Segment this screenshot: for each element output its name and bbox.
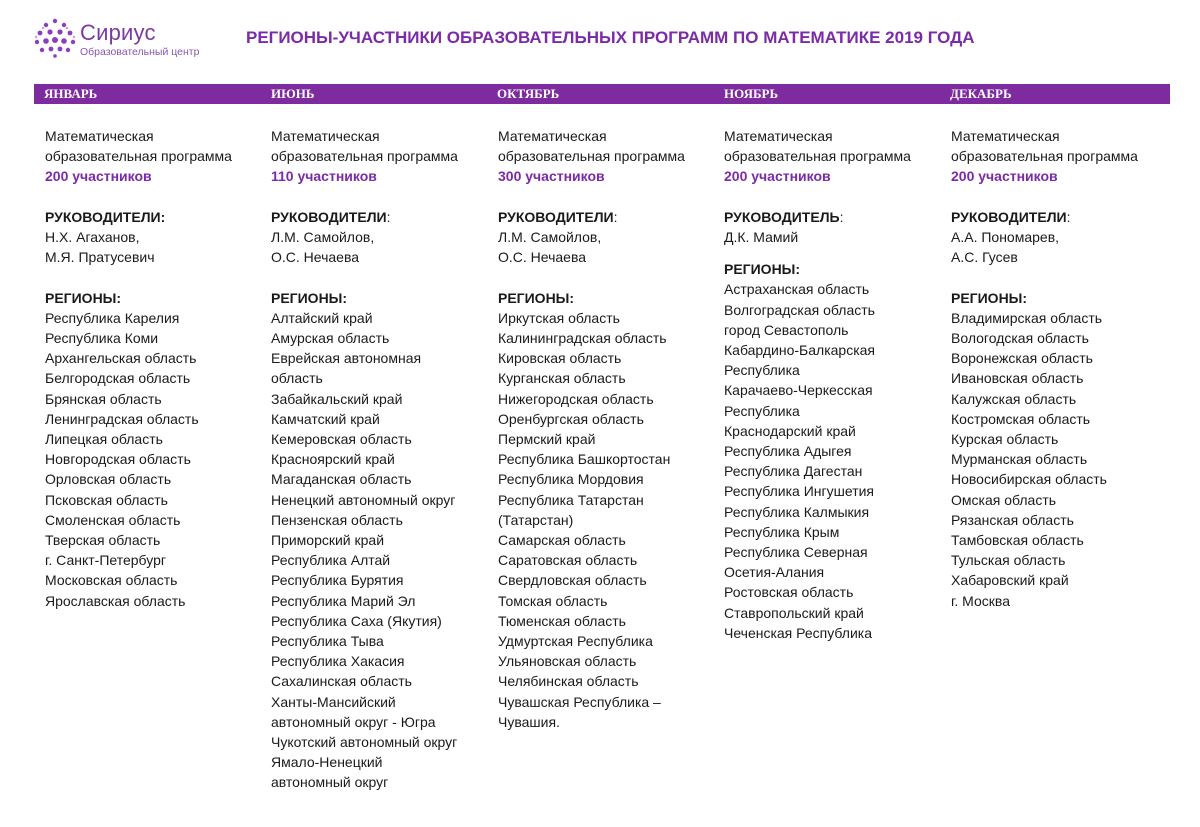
- region-item: Курская область: [951, 431, 1059, 448]
- sirius-logo: [34, 18, 214, 60]
- region-item: Магаданская область: [271, 471, 412, 488]
- region-item: Ямало-Ненецкий: [271, 754, 383, 771]
- column-november: Математическая образовательная программа 200 участников РУКОВОДИТЕЛЬ: Д.К. Мамий РЕГИОНЫ: Астраханская область Волгоградская область город Севастополь Кабардино-Балкарская Республика Карачаево-Черкесская Республика Краснодарский край Республика Адыгея Республика Дагестан Республика Ингушетия Республика Калмыкия Республика Крым Республика Северная Осетия-Алания Ростовская область Ставропольский край Чеченская Республика: [724, 126, 944, 643]
- region-item: Архангельская область: [45, 350, 197, 367]
- participants-count: 200 участников: [951, 168, 1058, 185]
- participants-count: 300 участников: [498, 168, 605, 185]
- region-item: Волгоградская область: [724, 301, 875, 318]
- program-line: образовательная программа: [45, 148, 232, 165]
- month-june: ИЮНЬ: [271, 86, 315, 101]
- participants-count: 200 участников: [724, 168, 831, 185]
- participants-count: 110 участников: [271, 168, 377, 185]
- sirius-dots-icon: [34, 18, 76, 58]
- region-item: Оренбургская область: [498, 410, 644, 427]
- region-item: Свердловская область: [498, 572, 647, 589]
- region-item: Ивановская область: [951, 370, 1084, 387]
- region-item: Орловская область: [45, 471, 172, 488]
- region-item: Псковская область: [45, 491, 168, 508]
- region-item: Осетия-Алания: [724, 564, 825, 581]
- region-item: Ярославская область: [45, 592, 186, 609]
- region-item: Кемеровская область: [271, 431, 412, 448]
- region-item: Камчатский край: [271, 410, 380, 427]
- region-item: Приморский край: [271, 532, 385, 549]
- region-item: Кабардино-Балкарская: [724, 342, 876, 359]
- region-item: Республика Северная: [724, 544, 868, 561]
- leader-name: Л.М. Самойлов,: [271, 229, 375, 245]
- region-item: Республика Карелия: [45, 309, 180, 326]
- regions-label: РЕГИОНЫ:: [498, 289, 575, 306]
- region-item: Калужская область: [951, 390, 1077, 407]
- logo-name: Сириус: [80, 20, 156, 45]
- region-item: Саратовская область: [498, 552, 638, 569]
- region-item: Чеченская Республика: [724, 624, 872, 641]
- region-item: Республика Крым: [724, 523, 840, 540]
- program-line: Математическая: [498, 128, 607, 144]
- region-item: Новгородская область: [45, 451, 191, 468]
- month-october: ОКТЯБРЬ: [497, 86, 560, 101]
- region-item: Чувашская Республика –: [498, 693, 661, 710]
- region-item: Республика Хакасия: [271, 653, 405, 670]
- region-item: Пензенская область: [271, 511, 403, 528]
- region-item: Республика Адыгея: [724, 443, 852, 460]
- region-item: Республика Бурятия: [271, 572, 404, 589]
- program-line: Математическая: [271, 128, 380, 144]
- region-item: Владимирская область: [951, 309, 1103, 326]
- regions-list: [951, 308, 1171, 611]
- region-item: Ставропольский край: [724, 604, 864, 621]
- program-line: образовательная программа: [724, 148, 911, 165]
- region-item: Смоленская область: [45, 511, 181, 528]
- region-item: Республика: [724, 402, 800, 419]
- region-item: Красноярский край: [271, 451, 395, 468]
- region-item: Омская область: [951, 491, 1057, 508]
- column-june: Математическая образовательная программа 110 участников РУКОВОДИТЕЛИ: Л.М. Самойлов, О.С. Нечаева РЕГИОНЫ: Алтайский край Амурская область Еврейская автономная область Забайкальский край Камчатский край Кемеровская область Красноярский край Магаданская область Ненецкий автономный округ Пензенская область Приморский край Республика Алтай Республика Бурятия Республика Марий Эл Республика Саха (Якутия) Республика Тыва Республика Хакасия Сахалинская область Ханты-Мансийский автономный округ - Югра Чукотский автономный округ Ямало-Ненецкий автономный округ: [271, 126, 491, 793]
- region-item: Забайкальский край: [271, 390, 403, 407]
- page-title: РЕГИОНЫ-УЧАСТНИКИ ОБРАЗОВАТЕЛЬНЫХ ПРОГРАММ ПО МАТЕМАТИКЕ 2019 ГОДА: [246, 28, 975, 47]
- region-item: Челябинская область: [498, 673, 639, 690]
- region-item: автономный округ - Югра: [271, 713, 436, 730]
- program-line: образовательная программа: [271, 148, 458, 165]
- column-october: Математическая образовательная программа 300 участников РУКОВОДИТЕЛИ: Л.М. Самойлов, О.С. Нечаева РЕГИОНЫ: Иркутская область Калининградская область Кировская область Курганская область Нижегородская область Оренбургская область Пермский край Республика Башкортостан Республика Мордовия Республика Татарстан (Татарстан) Самарская область Саратовская область Свердловская область Томская область Тюменская область Удмуртская Республика Ульяновская область Челябинская область Чувашская Республика – Чувашия.: [498, 126, 718, 732]
- region-item: Республика Саха (Якутия): [271, 612, 442, 629]
- region-item: Тюменская область: [498, 612, 626, 629]
- leader-name: Н.Х. Агаханов,: [45, 229, 140, 245]
- regions-list: [724, 279, 944, 643]
- month-header-band: [34, 84, 1170, 104]
- leader-name: Л.М. Самойлов,: [498, 229, 602, 245]
- participants-count: 200 участников: [45, 168, 152, 185]
- region-item: Республика Татарстан: [498, 491, 644, 508]
- region-item: Ханты-Мансийский: [271, 693, 396, 710]
- region-item: Новосибирская область: [951, 471, 1107, 488]
- region-item: город Севастополь: [724, 321, 849, 338]
- leader-name: Д.К. Мамий: [724, 229, 799, 245]
- region-item: Тверская область: [45, 532, 161, 549]
- region-item: Ростовская область: [724, 584, 854, 601]
- region-item: Белгородская область: [45, 370, 191, 387]
- region-item: Хабаровский край: [951, 572, 1069, 589]
- leaders-label: РУКОВОДИТЕЛЬ: [724, 208, 840, 225]
- region-item: Пермский край: [498, 431, 596, 448]
- region-item: Рязанская область: [951, 511, 1074, 528]
- column-december: Математическая образовательная программа 200 участников РУКОВОДИТЕЛИ: А.А. Пономарев, А.С. Гусев РЕГИОНЫ: Владимирская область Вологодская область Воронежская область Ивановская область Калужская область Костромская область Курская область Мурманская область Новосибирская область Омская область Рязанская область Тамбовская область Тульская область Хабаровский край г. Москва: [951, 126, 1171, 611]
- region-item: Калининградская область: [498, 330, 667, 346]
- regions-label: РЕГИОНЫ:: [951, 289, 1028, 306]
- region-item: Краснодарский край: [724, 422, 856, 439]
- region-item: Республика Калмыкия: [724, 503, 870, 520]
- regions-list: [45, 308, 265, 611]
- region-item: Удмуртская Республика: [498, 633, 653, 650]
- regions-label: РЕГИОНЫ:: [271, 289, 348, 306]
- leaders-label: РУКОВОДИТЕЛИ:: [45, 208, 166, 225]
- region-item: Республика Мордовия: [498, 471, 644, 488]
- region-item: Томская область: [498, 592, 608, 609]
- region-item: Нижегородская область: [498, 390, 654, 407]
- region-item: Ненецкий автономный округ: [271, 491, 456, 508]
- month-november: НОЯБРЬ: [724, 86, 779, 101]
- region-item: Астраханская область: [724, 281, 870, 298]
- leaders-label: РУКОВОДИТЕЛИ: [951, 208, 1067, 225]
- month-december: ДЕКАБРЬ: [950, 86, 1012, 101]
- region-item: Еврейская автономная: [271, 350, 422, 367]
- column-january: [45, 126, 265, 611]
- regions-list: [271, 308, 491, 793]
- month-january: ЯНВАРЬ: [44, 86, 98, 101]
- region-item: Республика Алтай: [271, 552, 391, 569]
- region-item: Тамбовская область: [951, 532, 1084, 549]
- region-item: Ульяновская область: [498, 653, 637, 670]
- region-item: Курганская область: [498, 370, 626, 387]
- leader-name: О.С. Нечаева: [271, 249, 360, 266]
- region-item: Московская область: [45, 572, 178, 589]
- region-item: Липецкая область: [45, 431, 163, 448]
- region-item: Республика Тыва: [271, 633, 384, 650]
- region-item: (Татарстан): [498, 511, 574, 528]
- region-item: Иркутская область: [498, 309, 620, 326]
- region-item: Республика Ингушетия: [724, 483, 875, 500]
- leaders-label: РУКОВОДИТЕЛИ: [271, 208, 387, 225]
- region-item: Сахалинская область: [271, 673, 412, 690]
- leaders-label: РУКОВОДИТЕЛИ: [498, 208, 614, 225]
- region-item: Республика Марий Эл: [271, 592, 416, 609]
- region-item: Вологодская область: [951, 330, 1089, 346]
- region-item: Мурманская область: [951, 451, 1088, 468]
- region-item: г. Санкт-Петербург: [45, 552, 166, 569]
- leader-name: О.С. Нечаева: [498, 249, 587, 266]
- region-item: Республика Коми: [45, 330, 159, 346]
- region-item: Брянская область: [45, 390, 162, 407]
- program-line: образовательная программа: [498, 148, 685, 165]
- region-item: Кировская область: [498, 350, 622, 367]
- region-item: Карачаево-Черкесская: [724, 382, 873, 399]
- leader-name: А.С. Гусев: [951, 249, 1018, 266]
- program-line: Математическая: [951, 128, 1060, 144]
- region-item: Воронежская область: [951, 350, 1093, 367]
- region-item: Ленинградская область: [45, 410, 199, 427]
- region-item: Чувашия.: [498, 713, 560, 730]
- program-line: Математическая: [45, 128, 154, 144]
- region-item: автономный округ: [271, 774, 389, 791]
- logo-subtitle: Образовательный центр: [80, 46, 200, 58]
- region-item: Чукотский автономный округ: [271, 734, 458, 751]
- leader-name: М.Я. Пратусевич: [45, 249, 155, 266]
- region-item: Республика Башкортостан: [498, 451, 671, 468]
- program-line: Математическая: [724, 128, 833, 144]
- region-item: г. Москва: [951, 592, 1010, 609]
- regions-label: РЕГИОНЫ:: [724, 261, 801, 278]
- regions-list: [498, 308, 718, 732]
- region-item: область: [271, 370, 323, 387]
- region-item: Республика: [724, 362, 800, 379]
- regions-label: РЕГИОНЫ:: [45, 289, 122, 306]
- region-item: Алтайский край: [271, 309, 373, 326]
- region-item: Тульская область: [951, 552, 1066, 569]
- region-item: Республика Дагестан: [724, 463, 863, 480]
- region-item: Самарская область: [498, 532, 626, 549]
- leader-name: А.А. Пономарев,: [951, 229, 1060, 245]
- region-item: Амурская область: [271, 330, 390, 346]
- region-item: Костромская область: [951, 410, 1091, 427]
- program-line: образовательная программа: [951, 148, 1138, 165]
